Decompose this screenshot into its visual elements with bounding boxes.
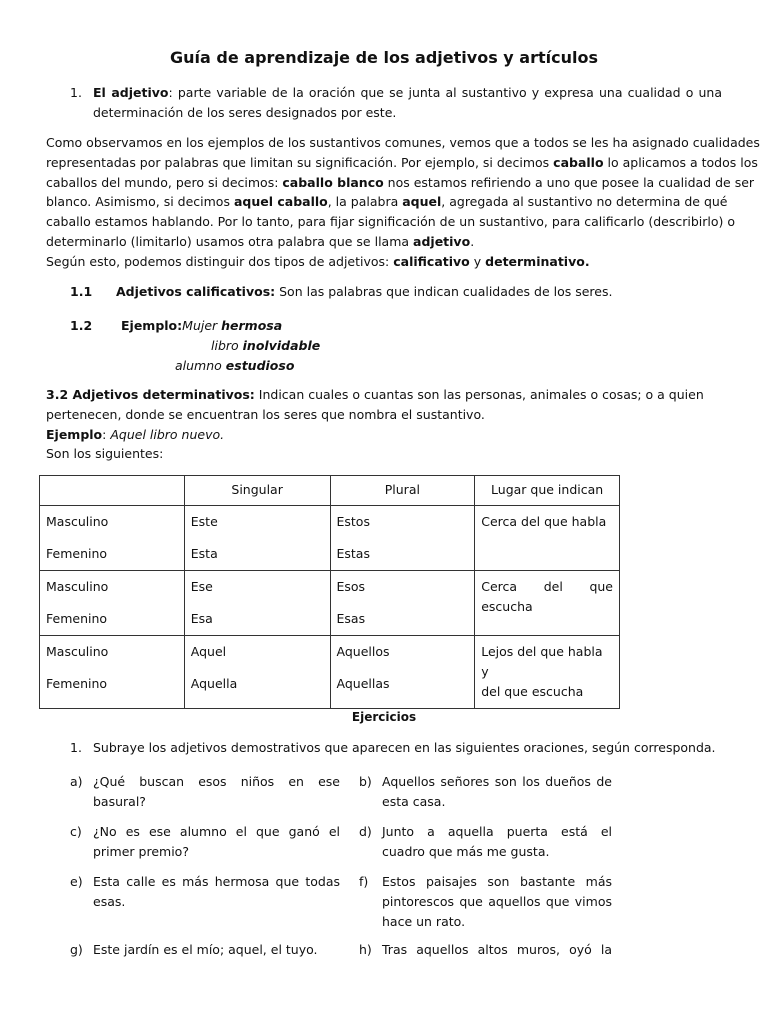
cell-text: Aquellas: [336, 676, 390, 691]
cell-text: Estas: [336, 546, 370, 561]
item-label: a): [70, 774, 83, 789]
text-span: nos estamos refiriendo a uno que posee la cualidad de ser: [383, 174, 755, 190]
intro-paragraph: [46, 133, 760, 272]
item-text: Aquellos señores son los dueños de esta casa.: [382, 774, 612, 809]
text-span: lo aplicamos a todos los: [603, 154, 758, 170]
cell-text: Aquella: [190, 676, 238, 691]
item-text: Junto a aquella puerta está el cuadro que más me gusta.: [382, 824, 612, 859]
cell-text: Cerca del que habla: [481, 514, 607, 529]
definition-text: [93, 83, 722, 123]
paragraph-line: [46, 153, 758, 173]
cell-text: Cerca del que: [481, 579, 613, 594]
definition-adjetivo: [70, 83, 722, 123]
cell-text: Masculino: [46, 644, 109, 659]
item-text: Este jardín es el mío; aquel, el tuyo.: [93, 942, 318, 957]
cell-text: del que escucha: [481, 684, 584, 699]
section-determinativos: [46, 385, 726, 464]
bold-span: adjetivo: [413, 233, 471, 249]
table-cell: [40, 636, 185, 709]
page-title: Guía de aprendizaje de los adjetivos y artículos: [170, 48, 598, 67]
section-number: 1.2: [70, 318, 93, 333]
cell-text: Esos: [336, 579, 366, 594]
table-header: [40, 476, 185, 506]
paragraph-line: [46, 173, 755, 193]
cell-text: escucha: [481, 599, 533, 614]
section-ejemplo: [70, 316, 320, 376]
bold-span: calificativo: [393, 253, 470, 269]
cell-text: Femenino: [46, 676, 108, 691]
text-span: , agregada al sustantivo no determina de qué: [441, 194, 728, 210]
example-text: Aquel libro nuevo.: [110, 426, 225, 442]
paragraph-line: [46, 425, 726, 445]
cell-text: Aquellos: [336, 644, 390, 659]
cell-text: Esa: [190, 611, 213, 626]
table-row: [40, 506, 620, 571]
text-span: y: [469, 253, 486, 269]
item-label: g): [70, 942, 83, 957]
section-term: Adjetivos calificativos:: [116, 284, 276, 299]
table-cell: [475, 506, 620, 571]
cell-text: Masculino: [46, 514, 109, 529]
paragraph-line: [46, 232, 726, 252]
table-header: Singular: [184, 476, 330, 506]
cell-text: Lejos del que habla y: [481, 644, 603, 679]
table-cell: [40, 506, 185, 571]
table-cell: [330, 571, 475, 636]
example-line: [70, 336, 320, 356]
paragraph-line: Como observamos en los ejemplos de los sustantivos comunes, vemos que a todos se les ha asignado cualidades: [46, 135, 760, 150]
table-cell: [184, 506, 330, 571]
text-span: , la palabra: [327, 194, 403, 210]
item-label: c): [70, 824, 82, 839]
cell-text: Estos: [336, 514, 370, 529]
example-noun: alumno: [175, 358, 226, 373]
table-cell: [475, 571, 620, 636]
bold-span: caballo blanco: [282, 174, 384, 190]
table-row: [40, 571, 620, 636]
instruction-text: Subraye los adjetivos demostrativos que aparecen en las siguientes oraciones, según corresponda.: [93, 740, 716, 755]
cell-text: Ese: [190, 579, 213, 594]
example-adjective: hermosa: [221, 318, 283, 333]
example-label: Ejemplo:: [121, 318, 183, 333]
example-noun: Mujer: [182, 318, 222, 333]
table-header-row: [40, 476, 620, 506]
example-noun: libro: [211, 338, 243, 353]
exercises-title: Ejercicios: [351, 710, 417, 724]
table-header: Plural: [330, 476, 475, 506]
paragraph-line: [46, 192, 726, 212]
bold-span: determinativo.: [485, 253, 590, 269]
exercise-item-d: [359, 822, 612, 862]
item-label: f): [359, 874, 369, 889]
table-header: Lugar que indican: [475, 476, 620, 506]
paragraph-line: [46, 385, 726, 405]
exercise-item-b: [359, 772, 612, 812]
cell-text: Esas: [336, 611, 366, 626]
cell-text: Femenino: [46, 546, 108, 561]
text-span: :: [102, 426, 111, 442]
term-bold: El adjetivo: [93, 85, 169, 100]
item-label: d): [359, 824, 372, 839]
cell-text: Esta: [190, 546, 218, 561]
list-number: 1.: [70, 740, 82, 755]
example-line: [70, 316, 320, 336]
exercise-item-g: [70, 940, 340, 960]
item-text: Esta calle es más hermosa que todas esas.: [93, 874, 340, 909]
table-row: [40, 636, 620, 709]
item-label: e): [70, 874, 83, 889]
cell-text: Aquel: [190, 644, 227, 659]
example-label: Ejemplo: [46, 426, 103, 442]
example-line: [70, 356, 320, 376]
table-cell: [184, 636, 330, 709]
item-text: ¿No es ese alumno el que ganó el primer premio?: [93, 824, 340, 859]
paragraph-line: [46, 252, 726, 272]
table-cell: [475, 636, 620, 709]
cell-text: Este: [190, 514, 218, 529]
bold-span: caballo: [553, 154, 604, 170]
exercise-instruction: [70, 740, 716, 755]
table-cell: [330, 636, 475, 709]
bold-span: aquel caballo: [233, 194, 328, 210]
bold-span: aquel: [402, 194, 442, 210]
exercise-item-e: [70, 872, 340, 912]
text-span: Según esto, podemos distinguir dos tipos de adjetivos:: [46, 253, 394, 269]
text-span: representadas por palabras que limitan su significación. Por ejemplo, si decimos: [46, 154, 554, 170]
table-cell: [330, 506, 475, 571]
exercise-item-a: [70, 772, 340, 812]
example-adjective: inolvidable: [242, 338, 321, 353]
cell-text: Masculino: [46, 579, 109, 594]
exercise-item-f: [359, 872, 612, 932]
section-calificativos: [70, 284, 612, 299]
text-span: caballos del mundo, pero si decimos:: [46, 174, 283, 190]
list-number: 1.: [70, 85, 82, 100]
table-cell: [184, 571, 330, 636]
text-span: blanco. Asimismo, si decimos: [46, 194, 234, 210]
table-cell: [40, 571, 185, 636]
section-text: Son las palabras que indican cualidades de los seres.: [275, 284, 613, 299]
demonstratives-table: [39, 475, 620, 709]
example-adjective: estudioso: [225, 358, 295, 373]
paragraph-line: pertenecen, donde se encuentran los seres que nombra el sustantivo.: [46, 406, 485, 422]
paragraph-line: caballo estamos hablando. Por lo tanto, para fijar significación de un sustantivo, para calificarlo (describirlo) o: [46, 214, 736, 230]
item-text: Tras aquellos altos muros, oyó la: [382, 942, 612, 957]
item-text: Estos paisajes son bastante más pintorescos que aquellos que vimos hace un rato.: [382, 874, 612, 929]
section-term: 3.2 Adjetivos determinativos:: [46, 387, 255, 402]
section-number: 1.1: [70, 284, 93, 299]
item-text: ¿Qué buscan esos niños en ese basural?: [93, 774, 340, 809]
exercise-item-c: [70, 822, 340, 862]
definition-body: : parte variable de la oración que se junta al sustantivo y expresa una cualidad o una determinación de los seres designados por este.: [93, 85, 722, 120]
exercise-item-h: [359, 940, 612, 960]
item-label: h): [359, 942, 372, 957]
text-span: .: [470, 233, 475, 249]
text-span: Indican cuales o cuantas son las personas, animales o cosas; o a quien: [254, 387, 704, 402]
item-label: b): [359, 774, 372, 789]
paragraph-line: Son los siguientes:: [46, 446, 164, 462]
text-span: determinarlo (limitarlo) usamos otra palabra que se llama: [46, 233, 414, 249]
cell-text: Femenino: [46, 611, 108, 626]
